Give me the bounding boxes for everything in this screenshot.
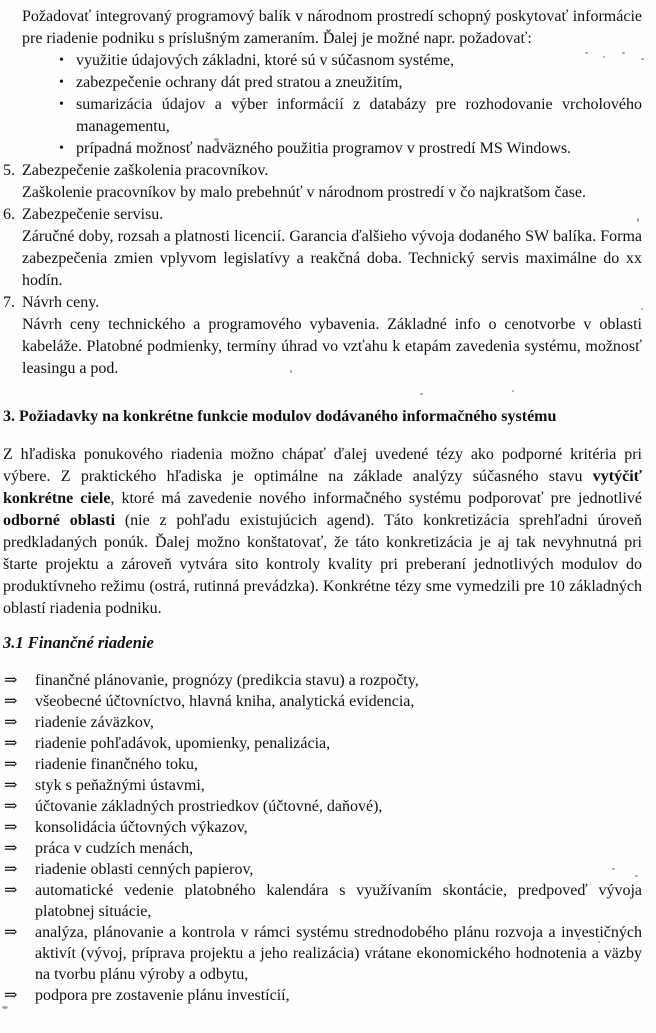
scan-speck: [290, 370, 292, 373]
scan-speck: [637, 218, 639, 222]
arrow-item-text: riadenie pohľadávok, upomienky, penalizácia,: [35, 735, 331, 752]
double-arrow-icon: ⇒: [4, 924, 18, 941]
bullet-dot-icon: •: [59, 75, 64, 90]
arrow-item-text: riadenie oblasti cenných papierov,: [35, 861, 254, 878]
item-title-line: [3, 292, 642, 314]
paragraph-segment: (nie z pohľadu existujúcich agend). Táto konkretizácia sprehľadni úroveň predkladaných ponúk. Ďalej možno konštatovať, že táto konkretizácia je aj tak nevyhnutná pri štarte projektu a zároveň vytvára sito kontroly kvality pri preberaní jednotlivých modulov do produktívneho režimu (ostrá, rutinná prevádzka). Konkrétne tézy sme vymedzili pre 10 základných oblastí riadenia podniku.: [3, 512, 642, 617]
scan-speck: [622, 52, 625, 54]
item-body: Zaškolenie pracovníkov by malo prebehnúť v národnom prostredí v čo najkratšom čase.: [22, 184, 587, 201]
scan-speck: [420, 393, 423, 395]
paragraph-bold-segment: odborné oblasti: [3, 512, 116, 529]
item-title: Zabezpečenie servisu.: [22, 206, 164, 223]
scan-speck: [585, 52, 588, 54]
double-arrow-icon: ⇒: [4, 714, 18, 731]
item-number: 5.: [3, 162, 15, 179]
paragraph-segment: , ktoré má zavedenie nového informačného systému podporovať pre jednotlivé: [110, 490, 643, 507]
double-arrow-icon: ⇒: [4, 693, 18, 710]
scan-speck: [232, 102, 236, 105]
arrow-item-cash-flow: [3, 754, 642, 775]
bullet-text: zabezpečenie ochrany dát pred stratou a zneužitím,: [76, 74, 403, 91]
double-arrow-icon: ⇒: [4, 777, 18, 794]
scan-speck: [577, 938, 580, 940]
double-arrow-icon: ⇒: [4, 882, 18, 899]
numbered-item-5: [3, 160, 642, 204]
scan-speck: [214, 138, 219, 141]
bullet-item-summarization: [22, 94, 642, 138]
bullet-dot-icon: •: [59, 141, 64, 156]
bullet-item-ms-windows: [22, 138, 642, 160]
arrow-item-text: konsolidácia účtovných výkazov,: [35, 819, 248, 836]
scan-speck: [641, 58, 644, 60]
bullet-dot-icon: •: [59, 97, 64, 112]
item-title-line: [3, 204, 642, 226]
intro-paragraph: Požadovať integrovaný programový balík v národnom prostredí schopný poskytovať informácie pre riadenie podniku s príslušným zameraním. Ďalej je možné napr. požadovať:: [22, 8, 642, 47]
arrow-item-text: riadenie finančného toku,: [35, 756, 199, 773]
scan-speck: [635, 875, 638, 877]
bullet-dot-icon: •: [59, 53, 64, 68]
arrow-item-midterm-plan: [3, 922, 642, 985]
arrow-item-financial-planning: [3, 670, 642, 691]
double-arrow-icon: ⇒: [4, 819, 18, 836]
arrow-item-text: práca v cudzích menách,: [35, 840, 194, 857]
arrow-item-banks: [3, 775, 642, 796]
numbered-item-6: [3, 204, 642, 292]
scan-speck: [603, 56, 605, 58]
item-number: 6.: [3, 206, 15, 223]
finance-requirements-list: [3, 670, 642, 1006]
bullet-text: prípadná možnosť nadväzného použitia programov v prostredí MS Windows.: [76, 140, 572, 157]
double-arrow-icon: ⇒: [4, 861, 18, 878]
section-3-heading: 3. Požiadavky na konkrétne funkcie modulov dodávaného informačného systému: [3, 408, 557, 425]
item-title-line: [3, 160, 642, 182]
arrow-item-receivables: [3, 733, 642, 754]
arrow-item-text: podpora pre zostavenie plánu investícií,: [35, 987, 290, 1004]
arrow-item-foreign-currency: [3, 838, 642, 859]
arrow-item-consolidation: [3, 817, 642, 838]
paragraph-segment: Z hľadiska ponukového riadenia možno chápať ďalej uvedené tézy ako podporné kritéria pri výbere. Z praktického hľadiska je optimálne na základe analýzy súčasného stavu: [3, 446, 642, 485]
arrow-item-payment-calendar: [3, 880, 642, 922]
scan-speck: [641, 308, 643, 310]
double-arrow-icon: ⇒: [4, 756, 18, 773]
item-title: Návrh ceny.: [22, 294, 100, 311]
arrow-item-securities: [3, 859, 642, 880]
intro-bullet-list: [22, 50, 642, 160]
scan-speck: [512, 390, 514, 392]
double-arrow-icon: ⇒: [4, 987, 18, 1004]
double-arrow-icon: ⇒: [4, 735, 18, 752]
arrow-item-text: účtovanie základných prostriedkov (účtovné, daňové),: [35, 798, 383, 815]
section-3-paragraph: [3, 444, 642, 620]
arrow-item-text: riadenie záväzkov,: [35, 714, 154, 731]
arrow-item-investment-plan: [3, 985, 642, 1006]
section-3-1-heading: 3.1 Finančné riadenie: [3, 633, 154, 652]
arrow-item-fixed-assets: [3, 796, 642, 817]
double-arrow-icon: ⇒: [4, 840, 18, 857]
arrow-item-text: finančné plánovanie, prognózy (predikcia stavu) a rozpočty,: [35, 672, 419, 689]
arrow-item-text: automatické vedenie platobného kalendára s využívaním skontácie, predpoveď vývoja platobnej situácie,: [35, 882, 642, 920]
double-arrow-icon: ⇒: [4, 672, 18, 689]
requirements-block: [3, 6, 642, 380]
arrow-item-text: všeobecné účtovníctvo, hlavná kniha, analytická evidencia,: [35, 693, 415, 710]
paragraph-bold-segment: vytýčiť konkrétne ciele: [3, 468, 642, 507]
double-arrow-icon: ⇒: [4, 798, 18, 815]
numbered-item-7: [3, 292, 642, 380]
bullet-text: sumarizácia údajov a výber informácií z databázy pre rozhodovanie vrcholového managementu,: [76, 96, 642, 135]
arrow-item-general-ledger: [3, 691, 642, 712]
scan-speck: [612, 868, 615, 870]
item-number: 7.: [3, 294, 15, 311]
bullet-text: využitie údajových základni, ktoré sú v súčasnom systéme,: [76, 52, 455, 69]
arrow-item-text: analýza, plánovanie a kontrola v rámci systému strednodobého plánu rozvoja a investičných aktivít (vývoj, príprava projektu a jeho realizácia) vrátane ekonomického hodnotenia a väzby na tvorbu plánu výroby a odbytu,: [35, 924, 642, 983]
arrow-item-liabilities: [3, 712, 642, 733]
item-body: Návrh ceny technického a programového vybavenia. Základné info o cenotvorbe v oblasti kabeláže. Platobné podmienky, termíny úhrad vo vzťahu k etapám zavedenia systému, možnosť leasingu a pod.: [22, 316, 642, 377]
item-title: Zabezpečenie zaškolenia pracovníkov.: [22, 162, 269, 179]
scan-speck: [598, 941, 600, 943]
bullet-item-data-protection: [22, 72, 642, 94]
bullet-item-data-use: [22, 50, 642, 72]
item-body: Záručné doby, rozsah a platnosti licencií. Garancia ďalšieho vývoja dodaného SW balíka. Forma zabezpečenia zmien vplyvom legislatívy a reakčná doba. Technický servis maximálne do xx hodín.: [22, 228, 642, 289]
arrow-item-text: styk s peňažnými ústavmi,: [35, 777, 205, 794]
scan-speck: [2, 1006, 8, 1009]
